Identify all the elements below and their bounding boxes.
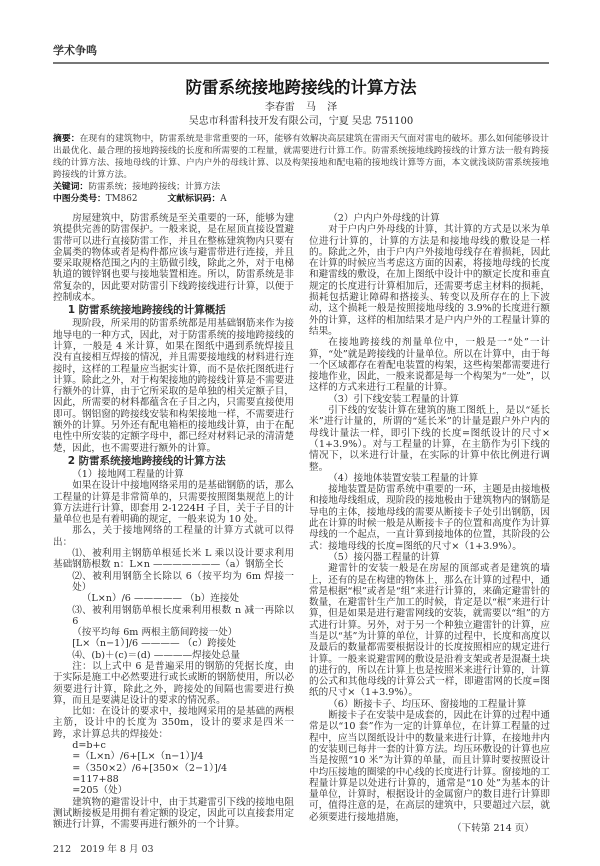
paragraph: 断接卡子在安装中是成套的，因此在计算的过程中通常是以“10 套”作为一定的计算单位，在计算工程量的过程中，应当以图纸设计中的数量来进行计算，在接地井内的安装则已每井一套的计算方法。均压环敷设的计算也应当是按照“10 米”为计算的单量，而且计算时要按照设计中均压接地的圈梁的中心线的长度进行计算。窗接地的工程量计算是以处进行计算的，通常是“10 处”为基本的计量单位，计算时，根据设计的金属窗户的数目进行计算即可，值得注意的是，在高层的建筑中，只要超过六层，就必须要进行接地措施， bbox=[309, 710, 550, 823]
formula-step: ⑵、被利用钢筋全长除以 6（按平均为 6m 焊接一处） bbox=[72, 570, 294, 593]
formula-step: ⑷、(b)＋(c)＝(d) ————焊接处总量 bbox=[72, 649, 241, 661]
formula-step: （L×n）/6 ————— （b）连接处 bbox=[81, 593, 240, 605]
formula-step: ⑴、被利用主钢筋单根延长米 L 乘以设计要求利用基础钢筋根数 n：L×n ———————（a）钢筋全长 bbox=[53, 548, 294, 571]
paragraph: 避雷针的安装一般是在房屋的顶部或者是建筑的墙上，还有的是在构建的物体上，那么在计算的过程中，通常是根据“根”或者是“组”来进行计算的，来确定避雷针的数量，在避雷针生产加工的时候，肯定是以“根”来进行计算，但是如果是进行避雷网线的安装，就需要以“组”的方式进行计算。另外，对于另一个种独立避雷针的计算，应当是以“基”为计算的单位，计算的过程中，长度和高度以及最后的数量都需要根据设计的长度按照相应的规定进行计算。一般来说避雷网的敷设是沿着支架或者是混凝土块的进行的，所以在计算上也是按照米来进行计算的，计算的公式和其他母线的计算公式一样，即避雷网的长度=图纸的尺寸×（1+3.9%）。 bbox=[309, 563, 550, 699]
doc-code-value: A bbox=[220, 194, 227, 204]
paragraph: 接地装置是防雷系统中重要的一环，主题是由接地极和接地母线组成，现阶段的接地极由于建筑物内的钢筋是导电的主体，接地母线的需要从断接卡子处引出钢筋，因此在计算的时候一般是从断接卡子的位置和高度作为计算母线的一个起点，一直计算到接地体的位置，其阶段的公式：接地母线的长度=图纸的尺寸×（1+3.9%）。 bbox=[309, 484, 550, 552]
formula-step: ⑶、被利用钢筋单根长度乘利用根数 n 减一再除以 6 bbox=[72, 604, 294, 627]
subsection-heading: （5）接闪器工程量的计算 bbox=[328, 551, 440, 563]
paragraph: 如果在设计中接地网络采用的是基础钢筋的话，那么工程量的计算是非常简单的，只需要按照图集规范上的计算方法进行计算，即套用 2-1224H 子目，关于子目的计量单位也是有着明确的规定，一般来说为 10 处。 bbox=[53, 480, 294, 526]
keywords-label: 关键词： bbox=[53, 182, 89, 192]
section-heading-1: 1 防雷系统接地跨接线的计算概括 bbox=[67, 304, 226, 317]
keywords-text: 防雷系统；接地跨接线；计算方法 bbox=[88, 182, 221, 192]
abstract-label: 摘要： bbox=[53, 134, 80, 144]
paragraph: 那么，关于接地网络的工程量的计算方式就可以得出： bbox=[53, 525, 294, 548]
subsection-heading: （2）户内户外母线的计算 bbox=[328, 213, 440, 224]
example-paragraph: 比如：在设计的要求中，接地网采用的是基础的两根主筋，设计中的长度为 350m，设计的要求是四米一跨，求计算总共的焊接处： bbox=[53, 706, 294, 740]
paragraph: 现阶段，所采用的防雷系统都是用基础钢筋来作为接地导电的一种方式，因此，对于防雷系统的接地跨接线的计算，一般是 4 米计算，如果在图纸中遇到系统焊接且没有直接相互焊接的情况，并且需要接地线的材料进行连接时，这样的工程量应当据实计算，而不是依托图纸进行计算。除此之外，对于构架接地的跨接线计算是不需要进行额外的计算，由于它所采取的是单独的相关定额子目，因此，所需要的材料都蕴含在子目之内，只需要直接使用即可。钢铝窗的跨接线安装和构架接地一样，不需要进行额外的计算。另外还有配电箱柜的接地线计算，由于在配电性中所安装的定额字母中，都已经对材料记录的清清楚楚，因此，也不需要进行额外的计算。 bbox=[53, 318, 294, 454]
formula-step: （按平均每 6m 两根主筋间跨接一处） bbox=[72, 627, 238, 639]
doc-code-label: 文献标识码： bbox=[167, 194, 221, 204]
formula-step: [L×（n−1）]/6 ———— （c）跨接处 bbox=[72, 638, 236, 650]
article-authors: 李春雷 马 泽 bbox=[264, 102, 338, 113]
classification bbox=[53, 193, 549, 205]
abstract-text: 在现有的建筑物中，防雷系统是非常重要的一环，能够有效解决高层建筑在雷雨天气面对雷电的破坏。那么如何能够设计出最优化、最合理的接地跨接线的长度和所需要的工程量，就需要进行计算工作。防雷系统接地线跨接线的计算方法一般有跨接线的计算方法、接地母线的计算、户内户外的母线计算、以及构架接地和配电箱的接地线计算等方面，本文就浅谈防雷系统接地跨接线的计算方法。 bbox=[53, 134, 549, 180]
subsection-heading: （3）引下线安装工程量的计算 bbox=[328, 393, 460, 405]
left-column bbox=[53, 213, 294, 856]
note-paragraph: 注：以上式中 6 是普遍采用的钢筋的凭据长度，由于实际是施工中必然要进行或长或断的钢筋使用，所以必须要进行计算，除此之外，跨接处的间隔也需要进行换算，而且是要满足设计的要求的情况系。 bbox=[53, 660, 294, 706]
abstract bbox=[53, 133, 549, 181]
right-column bbox=[309, 213, 550, 834]
clc-label: 中图分类号： bbox=[53, 194, 106, 204]
page-footer bbox=[53, 844, 294, 856]
article-affiliation: 吴忠市科雷科技开发有限公司，宁夏 吴忠 751100 bbox=[188, 116, 414, 127]
continued-note: （下转第 214 页） bbox=[452, 823, 534, 835]
section-heading-2: 2 防雷系统接地跨接线的计算方法 bbox=[67, 454, 226, 467]
clc-value: TM862 bbox=[105, 194, 138, 204]
header-rule bbox=[53, 62, 549, 64]
intro-paragraph: 房屋建筑中，防雷系统是至关重要的一环，能够为建筑提供完善的防雷保护。一般来说，是在屋顶直接设置避雷带可以进行直接防雷工作，并且在整栋建筑物内只要有金属类的物体或者是构件都应该与避雷带进行连接，并且要采取规格范围之内的主筋做引线，除此之外，对于电梯轨道的镀锌钢也要与接地装置相连。所以，防雷系统是非常复杂的，因此要对防雷引下线跨接线进行计算，以便于控制成本。 bbox=[53, 213, 294, 304]
paragraph: 建筑物的避雷设计中，由于其避雷引下线的接地电阻测试断接板是用拥有着定额的设定，因此可以直接套用定额进行计算，不需要再进行额外的一个计算。 bbox=[53, 796, 294, 831]
paragraph: 对于户内户外母线的计算，其计算的方式是以米为单位进行计算的，计算的方法是和接地母线的敷设是一样的。除此之外，由于户内户外接地母线存在着损耗，因此在计算的时候应当考虑这方面的因素，将接地母线的长度和避雷线的敷设，在加上图纸中设计中的额定长度和垂直规定的长度进行计算相加后，还需要考虑主材料的损耗，损耗包括避让障碍和搭接头、转变以及所存在的上下波动，这个损耗一般是按照接地母线的 3.9%的长度进行额外的计算，这样的相加结果才是户内户外的工程量计算的结果。 bbox=[309, 224, 550, 337]
paragraph: 在接地跨接线的剂量单位中，一般是一“处”一计算，“处”就是跨接线的计量单位。所以在计算中，由于每一个区域都存在着配电装置的构架，这些构架都需要进行接地作业，因此，一般来说都是每一个构架为“一处”，以这样的方式来进行工程量的计算。 bbox=[309, 337, 550, 394]
equation-line: d=b+c bbox=[72, 740, 106, 752]
equation-line: =205（处） bbox=[72, 785, 128, 797]
equation-line: =117+88 bbox=[72, 773, 119, 785]
equation-line: =（L×n）/6+[L×（n−1）]/4 bbox=[72, 751, 204, 763]
subsection-heading: （6）断接卡子、均压环、窗接地的工程量计算 bbox=[328, 698, 527, 710]
subsection-heading: （4）接地体装置安装工程量的计算 bbox=[328, 472, 479, 484]
subsection-heading: （1）接地网工程量的计算 bbox=[72, 468, 184, 480]
keywords bbox=[53, 181, 549, 193]
paragraph: 引下线的安装计算在建筑的施工图纸上，是以“延长米”进行计量的，所谓的“延长米”的计量是跟户外户内的母线计量法一样，即引下线的长度=图纸设计的尺寸×（1+3.9%）。对与工程量的计算，在主筋作为引下线的情况下，以米进行计量，在实际的计算中依比例进行调整。 bbox=[309, 405, 550, 473]
abstract-block bbox=[53, 133, 549, 205]
page-number: 212 bbox=[53, 844, 72, 856]
issue-date: 2019 年 8 月 03 bbox=[80, 844, 154, 856]
body-columns bbox=[53, 213, 550, 856]
article-title: 防雷系统接地跨接线的计算方法 bbox=[185, 78, 417, 97]
journal-section-label: 学术争鸣 bbox=[53, 44, 97, 57]
equation-line: =（350×2）/6+[350×（2−1）]/4 bbox=[72, 762, 228, 774]
